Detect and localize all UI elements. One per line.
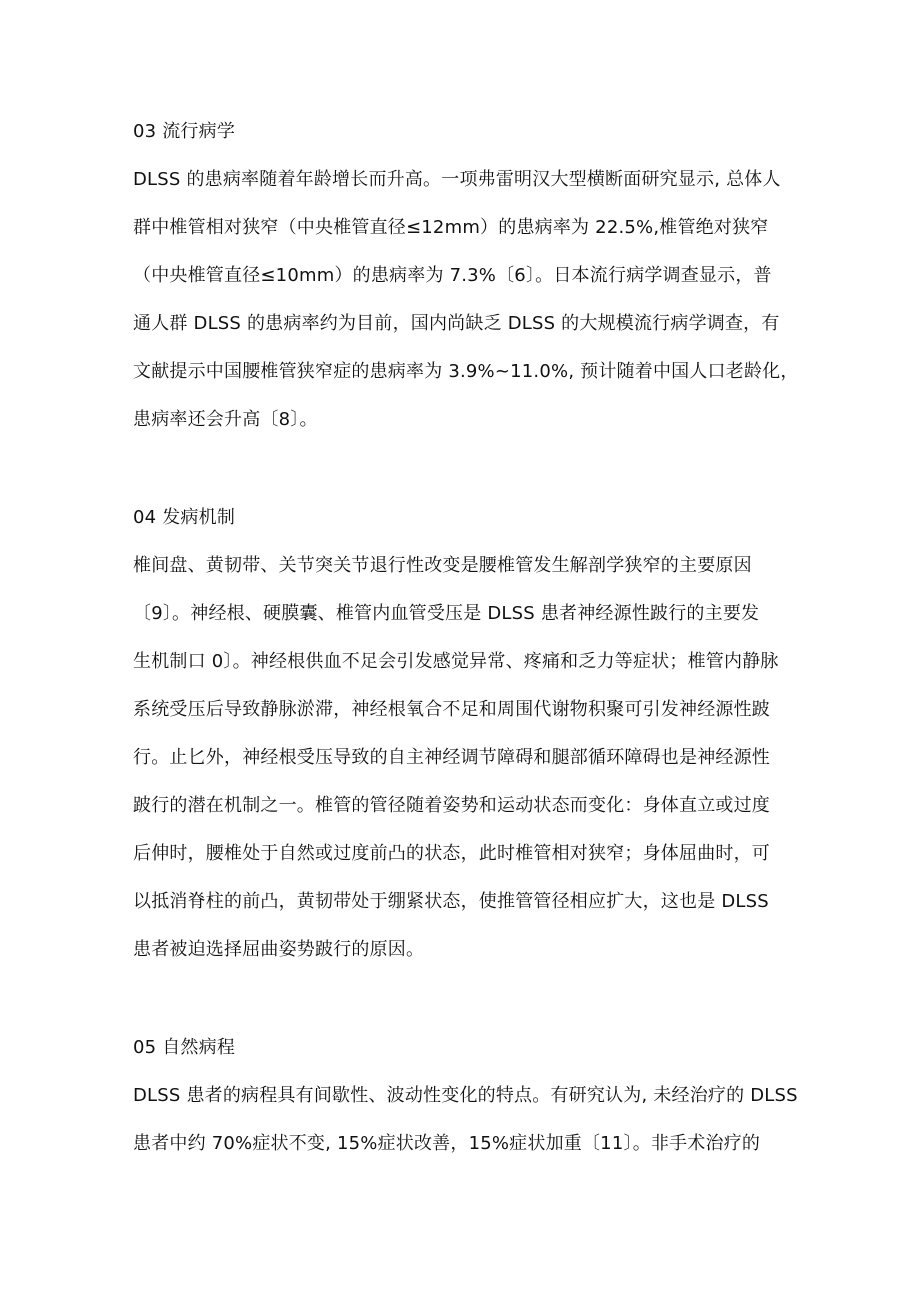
paragraph-line: 患者中约 70%症状不变, 15%症状改善，15%症状加重〔11〕。非手术治疗的 (133, 1133, 761, 1154)
paragraph-line: 系统受压后导致静脉淤滞，神经根氧合不足和周围代谢物积聚可引发神经源性跛 (133, 699, 770, 720)
paragraph-line: 患病率还会升高〔8〕。 (133, 409, 318, 430)
paragraph-line: 文献提示中国腰椎管狭窄症的患病率为 3.9%~11.0%, 预计随着中国人口老龄化， (133, 361, 799, 382)
paragraph-line: 群中椎管相对狭窄（中央椎管直径≤12mm）的患病率为 22.5%,椎管绝对狭窄 (133, 217, 769, 238)
paragraph-line: 〔9〕。神经根、硬膜囊、椎管内血管受压是 DLSS 患者神经源性跛行的主要发 (133, 603, 760, 624)
paragraph-line: 生机制口 0〕。神经根供血不足会引发感觉异常、疼痛和乏力等症状；椎管内静脉 (133, 651, 779, 672)
paragraph-line: DLSS 的患病率随着年龄增长而升高。一项弗雷明汉大型横断面研究显示, 总体人 (133, 169, 781, 190)
paragraph-line: 行。止匕外，神经根受压导致的自主神经调节障碍和腿部循环障碍也是神经源性 (133, 747, 770, 768)
paragraph-line: （中央椎管直径≤10mm）的患病率为 7.3%〔6〕。日本流行病学调查显示，普 (133, 265, 772, 286)
paragraph-line: 后伸时，腰椎处于自然或过度前凸的状态，此时椎管相对狭窄；身体屈曲时，可 (133, 843, 770, 864)
paragraph-line: DLSS 患者的病程具有间歇性、波动性变化的特点。有研究认为, 未经治疗的 DLSS (133, 1085, 798, 1106)
section-heading-pathogenesis: 04 发病机制 (133, 507, 236, 528)
paragraph-line: 跛行的潜在机制之一。椎管的管径随着姿势和运动状态而变化：身体直立或过度 (133, 795, 770, 816)
section-heading-natural-course: 05 自然病程 (133, 1037, 236, 1058)
paragraph-line: 患者被迫选择屈曲姿势跛行的原因。 (133, 939, 425, 960)
paragraph-line: 以抵消脊柱的前凸，黄韧带处于绷紧状态，使推管管径相应扩大，这也是 DLSS (133, 891, 769, 912)
paragraph-line: 椎间盘、黄韧带、关节突关节退行性改变是腰椎管发生解剖学狭窄的主要原因 (133, 555, 752, 576)
section-heading-epidemiology: 03 流行病学 (133, 121, 236, 142)
paragraph-line: 通人群 DLSS 的患病率约为目前，国内尚缺乏 DLSS 的大规模流行病学调查，有 (133, 313, 780, 334)
